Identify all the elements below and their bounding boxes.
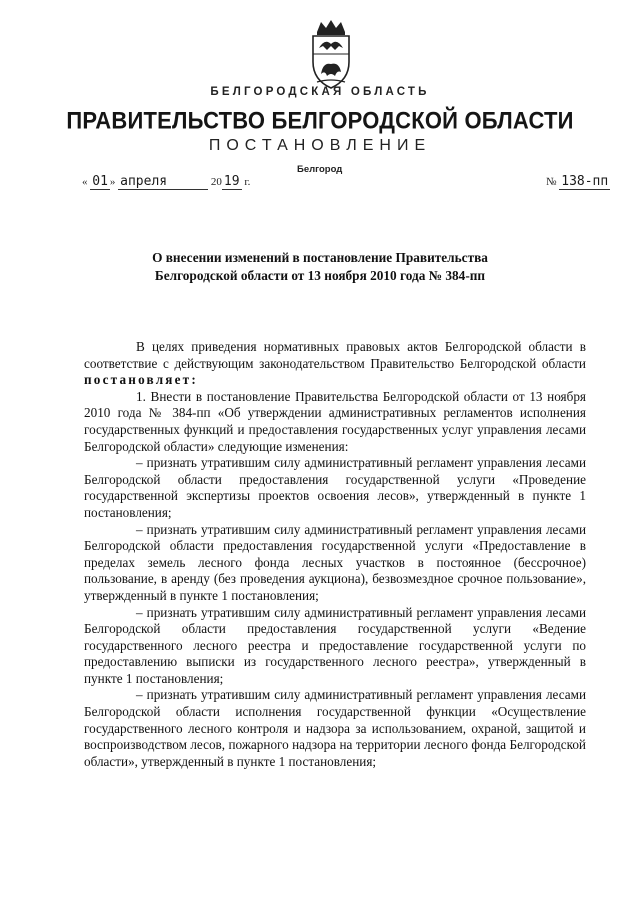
city-name: Белгород	[297, 164, 343, 175]
document-title	[90, 249, 550, 285]
date-day: 01	[92, 174, 108, 189]
title-line-1: О внесении изменений в постановление Правительства	[152, 250, 488, 265]
bullet-2-paragraph: – признать утратившим силу административный регламент управления лесами Белгородской области предоставления государственной услуги «Предоставление в пределах земель лесного фонда лесных участков в постоянное (бессрочное) пользование, в аренду (без проведения аукциона), безвозмездное срочное пользование», утвержденный в пункте 1 постановления;	[84, 521, 586, 603]
number-value: 138-пп	[561, 174, 609, 189]
bullet-3-paragraph: – признать утратившим силу административный регламент управления лесами Белгородской области предоставления государственной услуги «Ведение государственного лесного реестра и предоставление государственной услуги по предоставлению выписки из государственного лесного реестра», утвержденный в пункте 1 постановления;	[84, 604, 586, 686]
date-year-abbr: г.	[244, 176, 251, 188]
number-label: №	[546, 176, 557, 188]
bullet-1-paragraph: – признать утратившим силу административный регламент управления лесами Белгородской области предоставления государственной услуги «Проведение государственной экспертизы проектов освоения лесов», утвержденный в пункте 1 постановления;	[84, 455, 586, 520]
document-date	[82, 174, 250, 190]
document-body	[84, 339, 586, 770]
date-year-suffix: 19	[223, 174, 240, 189]
region-name: БЕЛГОРОДСКАЯ ОБЛАСТЬ	[210, 86, 430, 98]
item-1-paragraph: 1. Внести в постановление Правительства Белгородской области от 13 ноября 2010 года № 384-пп «Об утверждении административных регламентов исполнения государственных функций и предоставления государственных услуг управления лесами Белгородской области» следующие изменения:	[84, 388, 586, 454]
government-name: ПРАВИТЕЛЬСТВО БЕЛГОРОДСКОЙ ОБЛАСТИ	[66, 106, 574, 134]
intro-decree-word: постановляет:	[84, 372, 198, 388]
date-month: апреля	[118, 174, 208, 190]
intro-text: В целях приведения нормативных правовых актов Белгородской области в соответствие с действующим законодательством Правительство Белгородской области	[84, 339, 586, 371]
document-number	[546, 174, 610, 190]
title-line-2: Белгородской области от 13 ноября 2010 года № 384-пп	[154, 268, 486, 283]
bullet-4-paragraph: – признать утратившим силу административный регламент управления лесами Белгородской области исполнения государственной функции «Осуществление государственного лесного контроля и надзора за использованием, охраной, защитой и воспроизводством лесов, пожарного надзора на территории лесного фонда Белгородской области», утвержденный в пункте 1 постановления;	[84, 687, 586, 769]
coat-of-arms-icon	[299, 18, 363, 90]
date-year-prefix: 20	[210, 176, 222, 188]
date-open-quote: «	[82, 176, 88, 188]
intro-paragraph	[84, 339, 586, 389]
document-type: ПОСТАНОВЛЕНИЕ	[208, 137, 432, 154]
date-close-quote: »	[109, 176, 116, 188]
